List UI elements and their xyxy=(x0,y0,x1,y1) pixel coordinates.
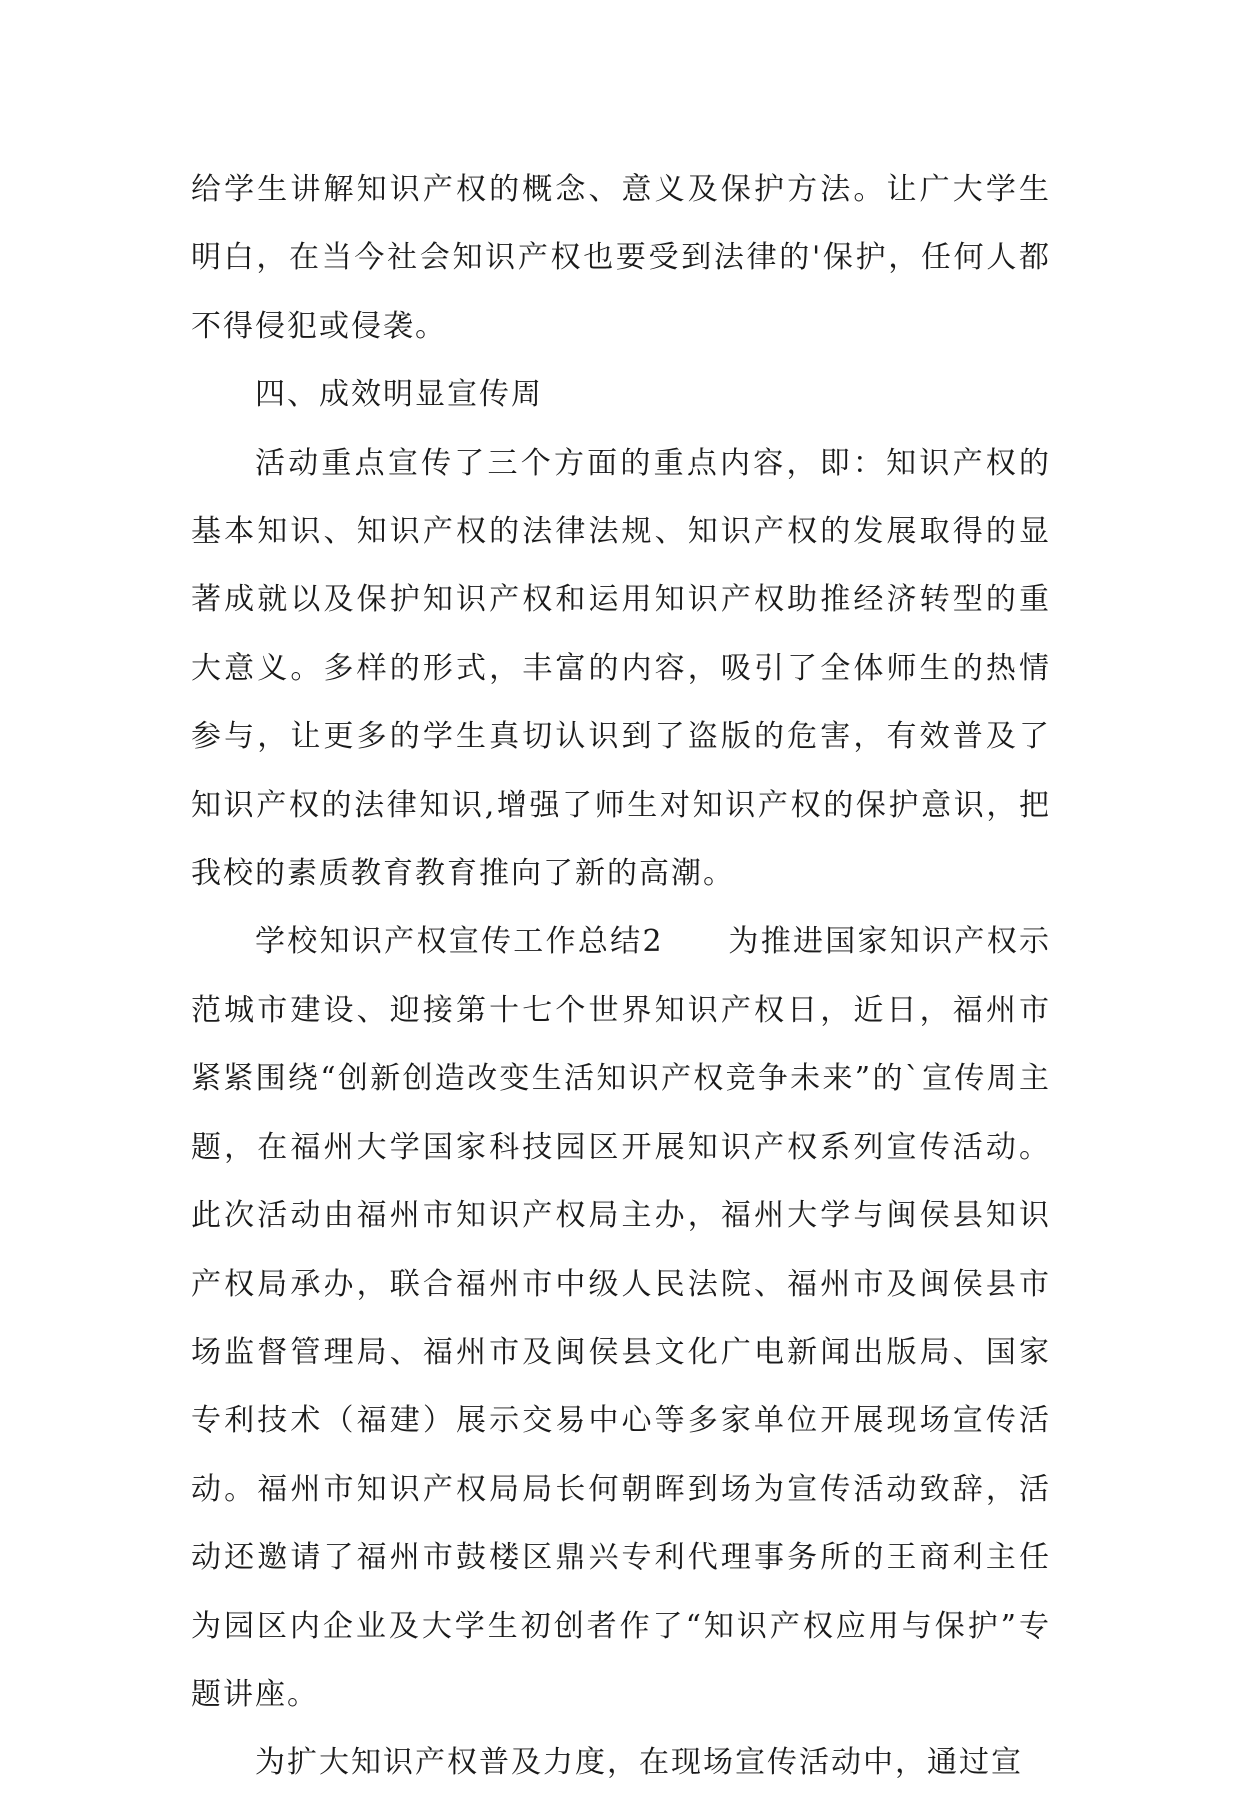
section-heading: 四、成效明显宣传周 xyxy=(255,377,543,413)
paragraph-results: 活动重点宣传了三个方面的重点内容，即：知识产权的基本知识、知识产权的法律法规、知识产权的发展取得的显著成就以及保护知识产权和运用知识产权助推经济转型的重大意义。多样的形式，丰富的内容，吸引了全体师生的热情参与，让更多的学生真切认识到了盗版的危害，有效普及了知识产权的法律知识,增强了师生对知识产权的保护意识，把我校的素质教育教育推向了新的高潮。 xyxy=(191,445,1051,892)
document-body xyxy=(191,156,1051,1798)
paragraph-summary-2: 学校知识产权宣传工作总结2 为推进国家知识产权示范城市建设、迎接第十七个世界知识产权日，近日，福州市紧紧围绕“创新创造改变生活知识产权竞争未来”的`宣传周主题，在福州大学国家科技园区开展知识产权系列宣传活动。此次活动由福州市知识产权局主办，福州大学与闽侯县知识产权局承办，联合福州市中级人民法院、福州市及闽侯县市场监督管理局、福州市及闽侯县文化广电新闻出版局、国家专利技术（福建）展示交易中心等多家单位开展现场宣传活动。福州市知识产权局局长何朝晖到场为宣传活动致辞，活动还邀请了福州市鼓楼区鼎兴专利代理事务所的王商利主任为园区内企业及大学生初创者作了“知识产权应用与保护”专题讲座。 xyxy=(191,924,1051,1712)
paragraph-continuation: 为扩大知识产权普及力度，在现场宣传活动中，通过宣 xyxy=(255,1745,1023,1781)
paragraph-intro: 给学生讲解知识产权的概念、意义及保护方法。让广大学生明白，在当今社会知识产权也要受到法律的'保护，任何人都不得侵犯或侵袭。 xyxy=(191,172,1051,344)
